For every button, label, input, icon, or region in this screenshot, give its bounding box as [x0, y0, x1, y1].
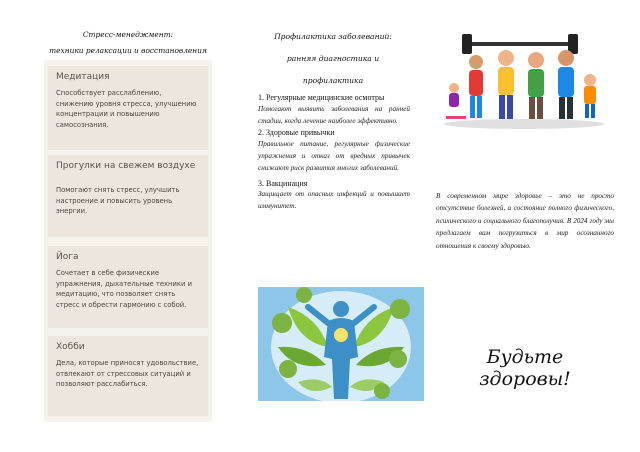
- family-exercise-illustration: [436, 28, 612, 132]
- card-text: Сочетает в себе физические упражнения, дыхательные техники и медитацию, что позволяет снять стресс и обрести гармонию с собой.: [56, 269, 192, 309]
- cycling-icon: [390, 299, 410, 319]
- fitness-icon: [272, 313, 292, 333]
- card-title: Йога: [56, 252, 79, 262]
- prevention-title-line1: Профилактика заболеваний:: [274, 32, 392, 41]
- card-text: Способствует расслаблению, снижению уровня стресса, улучшению концентрации и повышению самосознания.: [56, 89, 197, 129]
- card-meditation: [48, 66, 208, 150]
- item-text: Правильное питание, регулярные физические упражнения и отказ от вредных привычек снижают риск развития многих заболеваний.: [258, 140, 410, 172]
- heart-glow-icon: [334, 328, 348, 342]
- stress-title-line1: Стресс-менеджмент:: [82, 30, 174, 39]
- card-title: Прогулки на свежем воздухе: [56, 161, 196, 171]
- person-head-icon: [333, 301, 349, 317]
- card-hobby: [48, 336, 208, 416]
- scooter-icon: [446, 116, 466, 119]
- barbell-icon: [470, 42, 570, 46]
- closing-slogan: Будьте здоровы!: [479, 346, 571, 390]
- item-heading: 3. Вакцинация: [258, 178, 308, 188]
- prevention-list: [258, 92, 410, 213]
- apple-icon: [374, 383, 390, 399]
- swimming-icon: [296, 287, 312, 303]
- card-title: Хобби: [56, 342, 85, 352]
- card-text: Помогают снять стресс, улучшить настроение и повысить уровень энергии.: [56, 186, 180, 216]
- card-walks: [48, 155, 208, 237]
- item-text: Защищает от опасных инфекций и повышает иммунитет.: [258, 190, 410, 211]
- card-title: Медитация: [56, 72, 110, 82]
- nutrition-icon: [279, 360, 297, 378]
- technique-cards: [44, 60, 212, 422]
- running-icon: [389, 350, 407, 368]
- stress-title-line2: техники релаксации и восстановления: [49, 46, 207, 55]
- intro-paragraph: В современном мире здоровье – это не просто отсутствие болезней, а состояние полного физического, психического и социального благополучия. В 2024 году мы предлагаем вам погрузиться в мир осознанного отношения к своему здоровью.: [436, 192, 614, 250]
- healthy-lifestyle-illustration: [258, 287, 424, 401]
- item-heading: 2. Здоровые привычки: [258, 128, 335, 138]
- family-members-icon: [446, 50, 596, 119]
- card-text: Дела, которые приносят удовольствие, отвлекают от стрессовых ситуаций и позволяют расслабиться.: [56, 359, 199, 389]
- prevention-section-title: [256, 26, 410, 92]
- item-heading: 1. Регулярные медицинские осмотры: [258, 93, 385, 102]
- prevention-title-line2: ранняя диагностика и: [286, 54, 380, 63]
- prevention-title-line3: профилактика: [302, 76, 364, 85]
- card-yoga: [48, 246, 208, 328]
- stress-management-section: [44, 24, 212, 62]
- item-text: Помогают выявить заболевания на ранней стадии, когда лечение наиболее эффективно.: [258, 104, 410, 125]
